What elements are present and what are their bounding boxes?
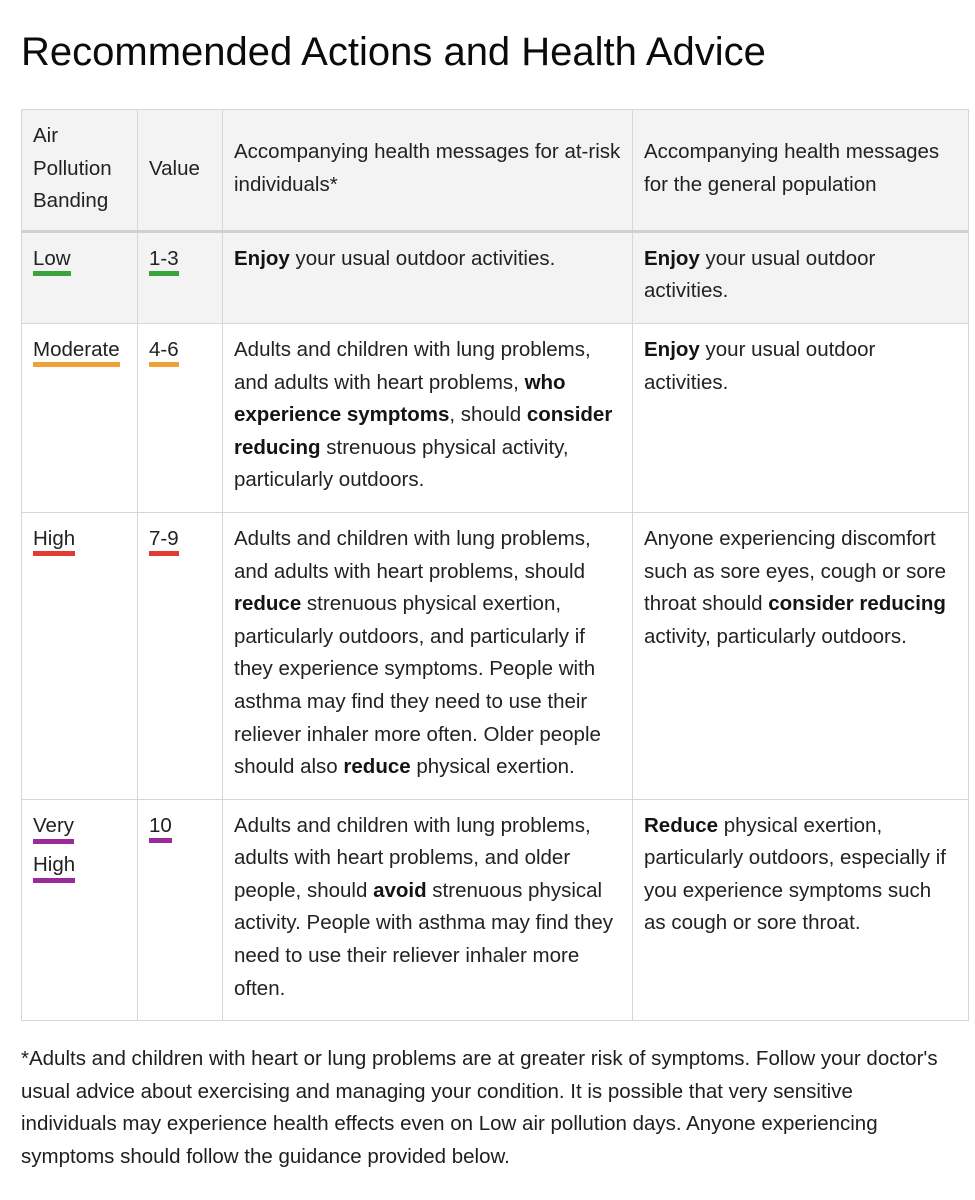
- general-message: [633, 323, 969, 512]
- message-text: physical exertion, particularly outdoors, especially if you experience symptoms such as cough or sore throat.: [644, 813, 946, 935]
- band-label-low: Low: [33, 247, 71, 276]
- band-cell: [22, 231, 138, 323]
- value-cell: [138, 512, 223, 799]
- header-general: Accompanying health messages for the general population: [633, 110, 969, 232]
- band-label-line: Very: [33, 812, 74, 844]
- emphasis-text: Enjoy: [644, 246, 700, 270]
- message-text: Adults and children with lung problems, and adults with heart problems, should: [234, 526, 591, 583]
- band-label-very-high: [33, 810, 75, 888]
- table-header-row: [22, 110, 969, 232]
- band-cell: [22, 799, 138, 1021]
- table-row: [22, 512, 969, 799]
- message-text: your usual outdoor activities.: [289, 246, 556, 270]
- message-text: strenuous physical exertion, particularly outdoors, and particularly if they experience symptoms. People with asthma may find they need to use their reliever inhaler more often. Older people should also: [234, 592, 601, 779]
- emphasis-text: consider reducing: [768, 592, 946, 616]
- header-at-risk: Accompanying health messages for at-risk individuals*: [223, 110, 633, 232]
- band-label-high: High: [33, 527, 75, 556]
- emphasis-text: avoid: [373, 878, 427, 902]
- at-risk-message: [223, 323, 633, 512]
- emphasis-text: consider reducing: [234, 403, 613, 459]
- value-cell: [138, 799, 223, 1021]
- emphasis-text: Enjoy: [644, 337, 700, 361]
- message-text: strenuous physical activity, particularly outdoors.: [234, 435, 569, 492]
- value-cell: [138, 323, 223, 512]
- general-message: [633, 799, 969, 1021]
- emphasis-text: Reduce: [644, 813, 719, 837]
- message-text: your usual outdoor activities.: [644, 337, 876, 394]
- at-risk-message: [223, 512, 633, 799]
- message-text: your usual outdoor activities.: [644, 246, 876, 303]
- value-label-very-high: 10: [149, 814, 172, 843]
- message-text: Adults and children with lung problems, and adults with heart problems,: [234, 337, 591, 394]
- band-label-moderate: Moderate: [33, 338, 120, 367]
- message-text: activity, particularly outdoors.: [644, 624, 907, 648]
- value-cell: [138, 231, 223, 323]
- value-label-low: 1-3: [149, 247, 179, 276]
- message-text: , should: [449, 403, 527, 427]
- band-cell: [22, 512, 138, 799]
- at-risk-message: [223, 231, 633, 323]
- table-row: [22, 231, 969, 323]
- message-text: Adults and children with lung problems, adults with heart problems, and older people, should: [234, 813, 591, 902]
- emphasis-text: reduce: [234, 592, 302, 616]
- band-label-line: High: [33, 851, 75, 883]
- footnote: *Adults and children with heart or lung problems are at greater risk of symptoms. Follow your doctor's usual advice about exercising and managing your condition. It is possible that very sensitive individuals may experience health effects even on Low air pollution days. Anyone experiencing symptoms should follow the guidance provided below.: [21, 1047, 938, 1168]
- emphasis-text: reduce: [343, 755, 411, 779]
- header-band: Air Pollution Banding: [22, 110, 138, 232]
- general-message: [633, 231, 969, 323]
- health-advice-table: [21, 109, 969, 1021]
- value-label-moderate: 4-6: [149, 338, 179, 367]
- emphasis-text: who experience symptoms: [234, 370, 566, 427]
- table-row: [22, 799, 969, 1021]
- band-cell: [22, 323, 138, 512]
- general-message: [633, 512, 969, 799]
- header-value: Value: [138, 110, 223, 232]
- table-row: [22, 323, 969, 512]
- value-label-high: 7-9: [149, 527, 179, 556]
- emphasis-text: Enjoy: [234, 246, 290, 270]
- message-text: physical exertion.: [410, 755, 575, 779]
- page-title: Recommended Actions and Health Advice: [21, 30, 766, 74]
- at-risk-message: [223, 799, 633, 1021]
- message-text: Anyone experiencing discomfort such as sore eyes, cough or sore throat should: [644, 526, 946, 616]
- message-text: strenuous physical activity. People with asthma may find they need to use their reliever inhaler more often.: [234, 878, 614, 1000]
